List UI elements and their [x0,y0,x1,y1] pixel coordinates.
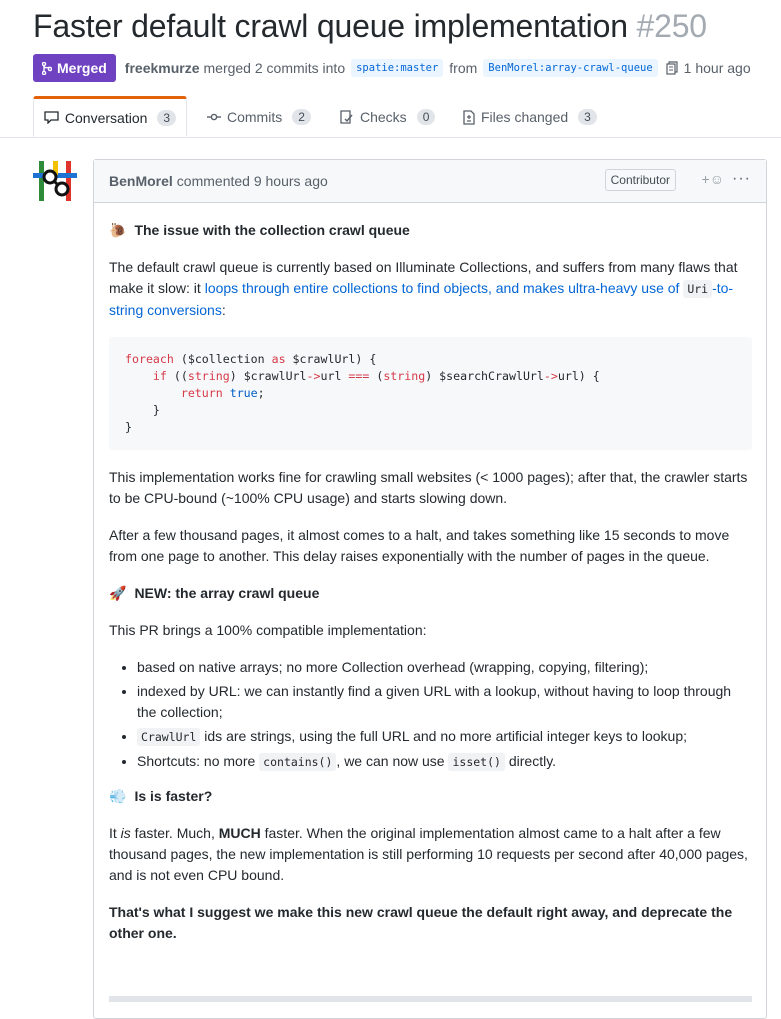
contributor-badge: Contributor [605,169,676,191]
text: directly. [504,753,557,769]
comment-author[interactable]: BenMorel [109,173,173,189]
list-item: • based on native arrays; no more Collection overhead (wrapping, copying, filtering); [137,657,752,678]
strong-text: MUCH [218,825,261,841]
tab-label: Checks [360,109,407,125]
pr-title [33,8,707,45]
merged-status: Merged [57,60,107,76]
merge-author[interactable]: freekmurze [124,60,200,76]
list-item: • indexed by URL: we can instantly find a given URL with a lookup, without having to loop through the collection; [137,681,752,723]
inline-code: isset() [448,753,504,771]
text: , we can now use [336,753,449,769]
list-item [137,751,752,773]
inline-code: contains() [259,753,336,771]
paragraph-2: This implementation works fine for crawling small websites (< 1000 pages); after that, the crawler starts to be CPU-bound (~100% CPU usage) and starts slowing down. [109,469,748,506]
pr-number: #250 [636,8,707,44]
inline-code-uri: Uri [683,280,712,298]
tab-commits[interactable] [207,97,311,137]
copy-icon[interactable] [666,61,678,75]
paragraph-1 [109,257,752,321]
dash-icon: 💨 [109,788,127,804]
avatar[interactable] [33,159,77,203]
collections-link[interactable]: loops through entire collections to find objects, and makes ultra-heavy use of [204,280,680,296]
feature-list [109,657,752,773]
comment-body [109,220,752,944]
list-item [137,726,752,748]
tab-counter: 2 [292,109,311,125]
tab-label: Commits [227,109,283,125]
snail-icon: 🐌 [109,222,127,238]
rocket-icon: 🚀 [109,585,127,601]
text: It [109,825,121,841]
tab-counter: 0 [417,109,436,125]
heading-text: Is is faster? [134,788,213,804]
merged-badge [33,54,116,82]
tab-files-changed[interactable] [463,97,597,137]
tab-label: Conversation [64,109,148,126]
tab-counter: 3 [578,109,597,125]
paragraph-4: This PR brings a 100% compatible implementation: [109,622,427,638]
heading-faster [109,786,752,807]
inline-code: CrawlUrl [137,728,200,746]
divider [109,996,752,1002]
commit-icon [207,113,221,121]
conversions-link[interactable]: -to-string conversions [109,280,734,318]
heading-new [109,583,752,604]
tab-counter: 3 [157,110,176,126]
paragraph-3: After a few thousand pages, it almost comes to a halt, and takes something like 15 seconds to move from one page to another. This delay raises exponentially with the number of pages in the queue. [109,527,730,564]
base-branch[interactable]: spatie:master [351,59,443,77]
tab-conversation[interactable] [33,96,187,137]
head-branch[interactable]: BenMorel:array-crawl-queue [483,59,657,77]
merge-text: merged 2 commits into [203,60,346,76]
from-text: from [449,60,478,76]
pr-title-text: Faster default crawl queue implementation [33,8,628,44]
paragraph-6: That's what I suggest we make this new crawl queue the default right away, and deprecate the other one. [109,904,733,941]
pr-tabs [0,97,781,138]
tab-label: Files changed [481,109,569,125]
tab-checks[interactable] [340,97,435,137]
heading-text: NEW: the array crawl queue [134,585,320,601]
text: Shortcuts: no more [137,753,260,769]
text: faster. Much, [130,825,219,841]
comment-action[interactable]: commented 9 hours ago [176,173,328,189]
comment-icon [44,111,59,124]
text: : [221,302,226,318]
checklist-icon [340,110,354,124]
paragraph-5 [109,823,752,886]
comment-box [93,159,767,1019]
text: faster. When the original implementation almost came to a halt after a few thousand pages, the new implementation is still performing 10 requests per second after 40,000 pages, and is not even CPU bound. [109,825,748,883]
heading-text: The issue with the collection crawl queue [134,222,410,238]
comment-header [94,160,766,203]
heading-issue [109,220,752,241]
merge-time: 1 hour ago [683,60,751,76]
merge-icon [42,62,52,75]
pr-meta [33,54,751,82]
more-options-icon[interactable]: ··· [732,170,751,187]
code-block: foreach ($collection as $crawlUrl) { if ((string) $crawlUrl->url === (string) $searchCrawlUrl->url) { return true; } } [109,337,752,450]
text: The default crawl queue is currently based on Illuminate Collections, and suffers from many flaws that make it slow: it [109,259,738,296]
text: ids are strings, using the full URL and no more artificial integer keys to lookup; [200,728,687,744]
emphasis: is [120,825,131,841]
file-diff-icon [463,110,475,125]
add-reaction-icon[interactable]: +☺ [701,171,724,187]
